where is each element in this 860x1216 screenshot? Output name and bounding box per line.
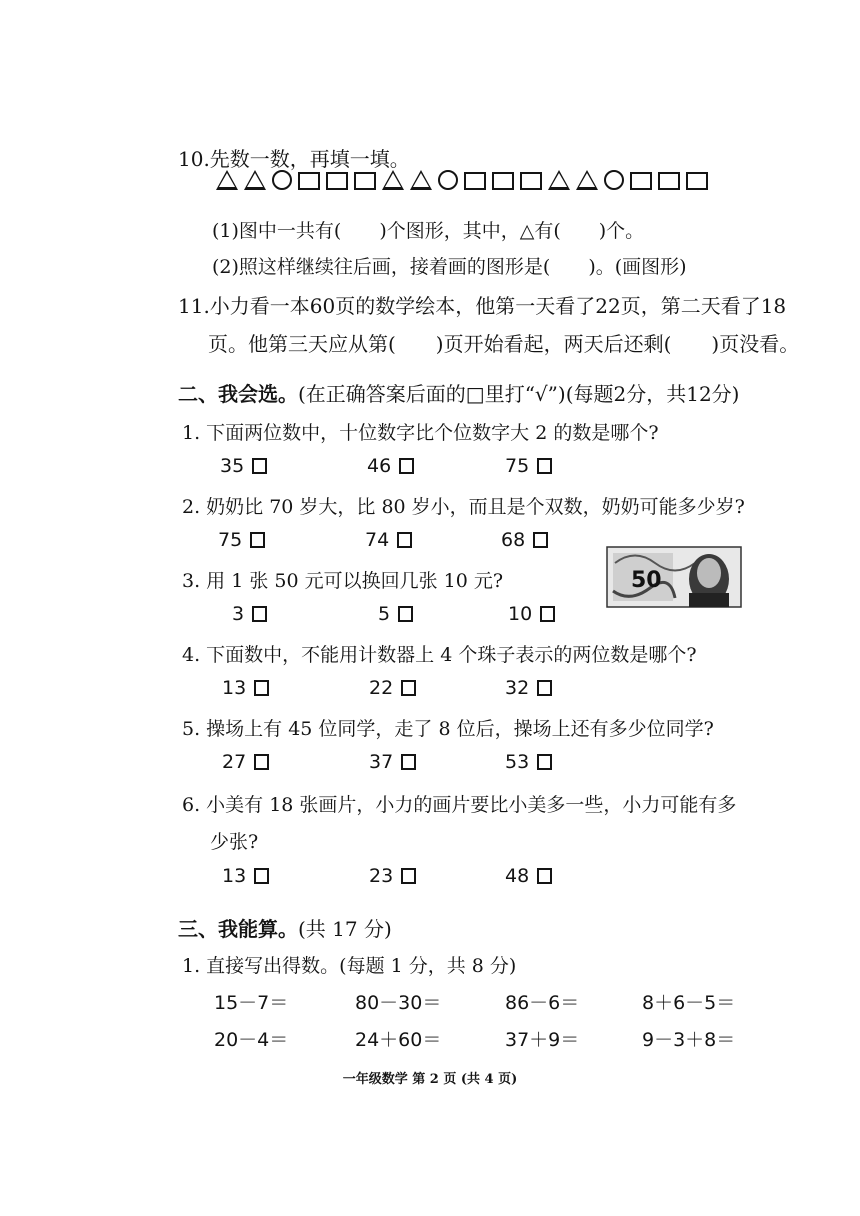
option-label: 3 [232, 603, 245, 625]
s2-q6-opt1[interactable] [222, 865, 269, 887]
calc-r1-c2: 80－30＝ [355, 992, 442, 1014]
s2-q1-opt2[interactable] [367, 455, 414, 477]
answer-checkbox[interactable] [537, 458, 552, 474]
answer-checkbox[interactable] [537, 868, 552, 884]
s2-q5-opt3[interactable] [505, 751, 552, 773]
square-shape [492, 172, 514, 190]
option-label: 13 [222, 865, 247, 887]
s2-q5-text: 5. 操场上有 45 位同学，走了 8 位后，操场上还有多少位同学? [182, 718, 714, 740]
s2-q3-opt3[interactable] [508, 603, 555, 625]
option-label: 13 [222, 677, 247, 699]
answer-checkbox[interactable] [252, 606, 267, 622]
page-footer: 一年级数学 第 2 页 (共 4 页) [342, 1072, 518, 1087]
answer-checkbox[interactable] [250, 532, 265, 548]
square-shape [464, 172, 486, 190]
option-label: 10 [508, 603, 533, 625]
option-label: 48 [505, 865, 530, 887]
section3-heading [178, 913, 392, 942]
option-label: 75 [218, 529, 243, 551]
triangle-shape [548, 170, 570, 190]
s2-q4-opt2[interactable] [369, 677, 416, 699]
square-shape [354, 172, 376, 190]
s2-q2-opt1[interactable] [218, 529, 265, 551]
square-shape [520, 172, 542, 190]
square-shape [686, 172, 708, 190]
s2-q2-opt3[interactable] [501, 529, 548, 551]
option-label: 74 [365, 529, 390, 551]
square-shape [298, 172, 320, 190]
section3-heading-bold: 三、我能算。 [178, 917, 298, 941]
s2-q6-text2: 少张? [210, 831, 259, 853]
calc-r2-c3: 37＋9＝ [505, 1029, 580, 1051]
calc-r2-c2: 24＋60＝ [355, 1029, 442, 1051]
answer-checkbox[interactable] [401, 680, 416, 696]
triangle-shape [216, 170, 238, 190]
option-label: 53 [505, 751, 530, 773]
calc-r1-c3: 86－6＝ [505, 992, 580, 1014]
s2-q2-text: 2. 奶奶比 70 岁大，比 80 岁小，而且是个双数，奶奶可能多少岁? [182, 496, 745, 518]
q10-sub1: (1)图中一共有( )个图形，其中，△有( )个。 [212, 220, 645, 242]
option-label: 46 [367, 455, 392, 477]
answer-checkbox[interactable] [401, 868, 416, 884]
banknote-value: 50 [631, 568, 662, 593]
triangle-shape [382, 170, 404, 190]
triangle-shape [410, 170, 432, 190]
section3-heading-rest: (共 17 分) [298, 917, 392, 941]
s3-sub1: 1. 直接写出得数。(每题 1 分，共 8 分) [182, 955, 517, 977]
option-label: 68 [501, 529, 526, 551]
calc-r1-c1: 15－7＝ [214, 992, 289, 1014]
shape-sequence [216, 170, 708, 190]
triangle-shape [576, 170, 598, 190]
q11-line2: 页。他第三天应从第( )页开始看起，两天后还剩( )页没看。 [208, 332, 800, 356]
s2-q6-opt2[interactable] [369, 865, 416, 887]
banknote-50-image [605, 543, 745, 613]
s2-q4-opt3[interactable] [505, 677, 552, 699]
answer-checkbox[interactable] [252, 458, 267, 474]
answer-checkbox[interactable] [537, 754, 552, 770]
s2-q6-text: 6. 小美有 18 张画片，小力的画片要比小美多一些，小力可能有多 [182, 794, 737, 816]
answer-checkbox[interactable] [537, 680, 552, 696]
option-label: 32 [505, 677, 530, 699]
answer-checkbox[interactable] [540, 606, 555, 622]
option-label: 75 [505, 455, 530, 477]
s2-q1-opt1[interactable] [220, 455, 267, 477]
square-shape [630, 172, 652, 190]
square-shape [326, 172, 348, 190]
option-label: 37 [369, 751, 394, 773]
section2-heading-bold: 二、我会选。 [178, 382, 298, 406]
option-label: 23 [369, 865, 394, 887]
option-label: 35 [220, 455, 245, 477]
circle-shape [604, 170, 624, 190]
s2-q5-opt1[interactable] [222, 751, 269, 773]
option-label: 5 [378, 603, 391, 625]
circle-shape [272, 170, 292, 190]
s2-q3-opt1[interactable] [232, 603, 267, 625]
s2-q1-opt3[interactable] [505, 455, 552, 477]
square-shape [658, 172, 680, 190]
s2-q2-opt2[interactable] [365, 529, 412, 551]
s2-q6-opt3[interactable] [505, 865, 552, 887]
calc-r1-c4: 8＋6－5＝ [642, 992, 736, 1014]
q10-title: 10.先数一数，再填一填。 [178, 147, 410, 171]
answer-checkbox[interactable] [254, 868, 269, 884]
circle-shape [438, 170, 458, 190]
section2-heading [178, 378, 739, 407]
s2-q4-text: 4. 下面数中，不能用计数器上 4 个珠子表示的两位数是哪个? [182, 644, 697, 666]
s2-q1-text: 1. 下面两位数中，十位数字比个位数字大 2 的数是哪个? [182, 422, 659, 444]
answer-checkbox[interactable] [398, 606, 413, 622]
s2-q3-opt2[interactable] [378, 603, 413, 625]
triangle-shape [244, 170, 266, 190]
answer-checkbox[interactable] [533, 532, 548, 548]
answer-checkbox[interactable] [401, 754, 416, 770]
s2-q3-text: 3. 用 1 张 50 元可以换回几张 10 元? [182, 570, 504, 592]
q11-line1: 11.小力看一本60页的数学绘本，他第一天看了22页，第二天看了18 [178, 294, 787, 318]
answer-checkbox[interactable] [254, 680, 269, 696]
section2-heading-rest: (在正确答案后面的□里打“√”)(每题2分，共12分) [298, 382, 740, 406]
s2-q4-opt1[interactable] [222, 677, 269, 699]
option-label: 27 [222, 751, 247, 773]
answer-checkbox[interactable] [254, 754, 269, 770]
q10-sub2: (2)照这样继续往后画，接着画的图形是( )。(画图形) [212, 256, 687, 278]
answer-checkbox[interactable] [399, 458, 414, 474]
calc-r2-c1: 20－4＝ [214, 1029, 289, 1051]
s2-q5-opt2[interactable] [369, 751, 416, 773]
option-label: 22 [369, 677, 394, 699]
calc-r2-c4: 9－3＋8＝ [642, 1029, 736, 1051]
answer-checkbox[interactable] [397, 532, 412, 548]
